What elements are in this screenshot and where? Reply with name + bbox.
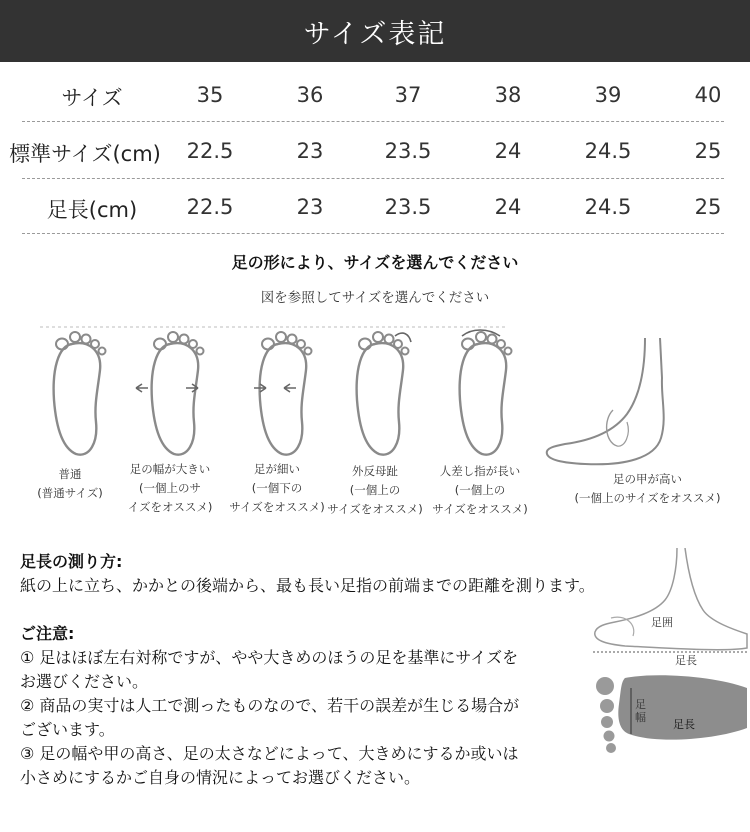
table-cell: 22.5 [186,195,234,219]
foot-shape-guide-subtitle: 図を参照してサイズを選んでください [260,290,490,306]
caption-wide: 足の幅が大きい (一個上のサ イズをオススメ) [127,462,213,514]
note-line: ございます。 [20,720,115,739]
row-label: 標準サイズ(cm) [9,142,161,166]
caption-high-instep: 足の甲が高い (一個上のサイズをオススメ) [574,472,721,505]
row-divider [22,121,724,122]
table-cell: 40 [694,83,722,107]
table-cell: 39 [594,83,622,107]
label-length-bottom: 足長 [673,718,695,731]
measurement-diagram [585,548,750,778]
note-line: ③ 足の幅や甲の高さ、足の太さなどによって、大きめにするか或いは [20,744,519,763]
notes-title: ご注意: [20,624,75,643]
table-cell: 35 [196,83,224,107]
notes-section [20,622,585,790]
footprint-normal-icon [54,332,106,455]
caption-long-second-toe: 人差し指が長い (一個上の サイズをオススメ) [432,464,528,516]
foot-shape-guide-title: 足の形により、サイズを選んでください [231,253,519,272]
table-cell: 22.5 [186,139,234,163]
foot-shapes-illustration [0,318,750,468]
table-cell: 25 [694,139,722,163]
high-instep-foot-icon [547,338,664,464]
footprint-wide-icon [136,332,204,455]
label-length-top: 足長 [675,654,697,667]
table-row-standard-size [0,126,750,182]
table-cell: 23.5 [384,195,432,219]
caption-narrow: 足が細い (一個下の サイズをオススメ) [229,462,325,514]
label-width: 足幅 [635,698,646,724]
footprint-narrow-icon [254,332,312,455]
table-cell: 25 [694,195,722,219]
measurement-text: 紙の上に立ち、かかとの後端から、最も長い足指の前端までの距離を測ります。 [20,576,595,595]
table-cell: 24 [494,139,522,163]
table-cell: 37 [394,83,422,107]
table-cell: 38 [494,83,522,107]
row-label: 足長(cm) [46,198,138,222]
note-line: お選びください。 [20,672,149,691]
label-girth: 足囲 [651,616,673,629]
footprint-bunion-icon [357,332,411,455]
table-row-size [0,70,750,126]
note-line: 小さめにするかご自身の情況によってお選びください。 [20,768,421,787]
caption-normal: 普通 (普通サイズ) [37,467,103,500]
row-divider [22,178,724,179]
page-title: サイズ表記 [303,18,447,50]
footprint-long-second-toe-icon [460,330,512,455]
table-cell: 36 [296,83,324,107]
header-bar [0,0,750,62]
table-cell: 24.5 [584,139,632,163]
size-table [0,70,750,238]
note-line: ② 商品の実寸は人工で測ったものなので、若干の誤差が生じる場合が [20,696,520,715]
row-label: サイズ [61,86,123,110]
table-cell: 24.5 [584,195,632,219]
table-cell: 23 [296,139,324,163]
foot-measure-icon [585,548,750,778]
table-cell: 24 [494,195,522,219]
row-divider [22,233,724,234]
note-line: ① 足はほぼ左右対称ですが、やや大きめのほうの足を基準にサイズを [20,648,519,667]
table-cell: 23.5 [384,139,432,163]
table-cell: 23 [296,195,324,219]
table-row-foot-length [0,182,750,238]
caption-bunion: 外反母趾 (一個上の サイズをオススメ) [327,464,423,516]
measurement-title: 足長の測り方: [20,552,123,571]
